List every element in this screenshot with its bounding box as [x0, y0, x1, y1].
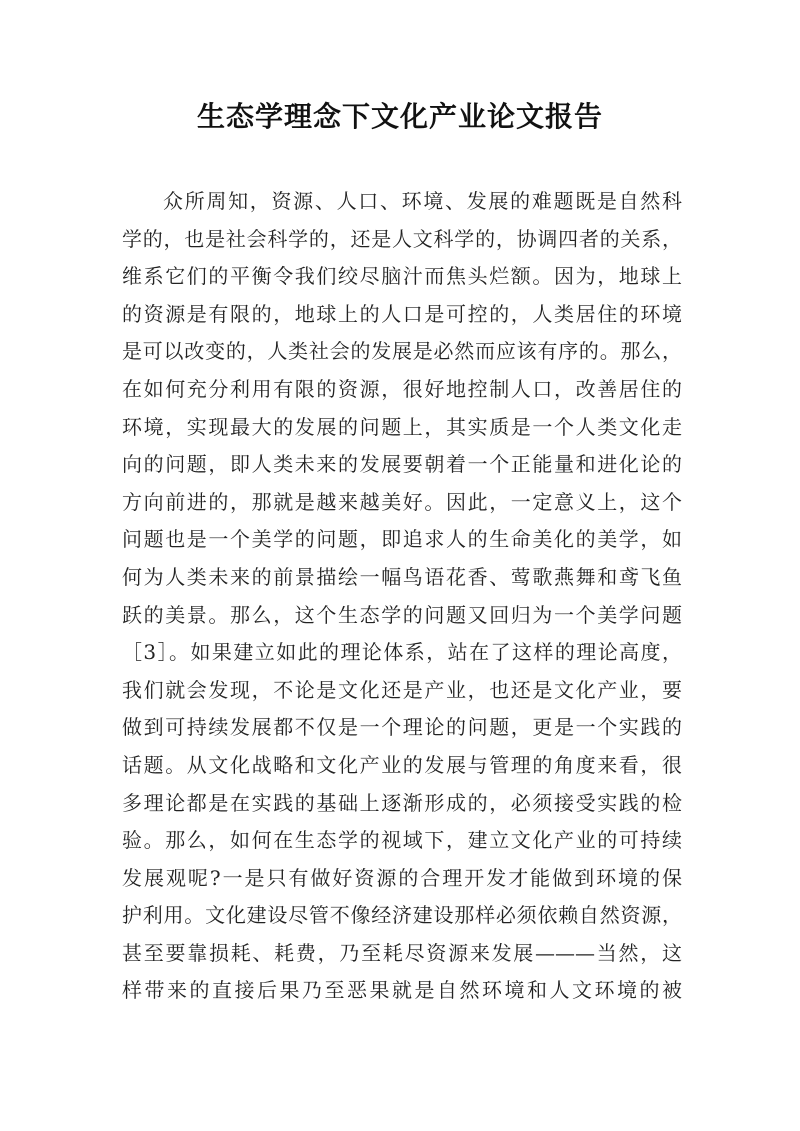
paragraph-line: 环境，实现最大的发展的问题上，其实质是一个人类文化走	[122, 414, 682, 439]
paragraph-line: 何为人类未来的前景描绘一幅鸟语花香、莺歌燕舞和鸢飞鱼	[122, 564, 682, 589]
paragraph-line: 验。那么，如何在生态学的视域下，建立文化产业的可持续	[122, 828, 682, 853]
paragraph-line: 的资源是有限的，地球上的人口是可控的，人类居住的环境	[122, 301, 682, 326]
paragraph-line: 护利用。文化建设尽管不像经济建设那样必须依赖自然资源，	[122, 903, 682, 928]
paragraph-line: 样带来的直接后果乃至恶果就是自然环境和人文环境的被	[122, 978, 682, 1003]
paragraph-line: 多理论都是在实践的基础上逐渐形成的，必须接受实践的检	[122, 790, 682, 815]
paragraph-line: 方向前进的，那就是越来越美好。因此，一定意义上，这个	[122, 489, 682, 514]
document-title: 生态学理念下文化产业论文报告	[196, 100, 603, 133]
paragraph-line: 众所周知，资源、人口、环境、发展的难题既是自然科	[163, 189, 682, 213]
paragraph-line: 向的问题，即人类未来的发展要朝着一个正能量和进化论的	[122, 452, 682, 477]
paragraph-line: 维系它们的平衡令我们绞尽脑汁而焦头烂额。因为，地球上	[122, 264, 682, 289]
paragraph-line: 话题。从文化战略和文化产业的发展与管理的角度来看，很	[122, 752, 682, 777]
paragraph-line: 问题也是一个美学的问题，即追求人的生命美化的美学，如	[122, 527, 682, 552]
paragraph-line: 跃的美景。那么，这个生态学的问题又回归为一个美学问题	[122, 602, 682, 627]
paragraph-line: 发展观呢?一是只有做好资源的合理开发才能做到环境的保	[122, 865, 682, 890]
paragraph-line: 甚至要靠损耗、耗费，乃至耗尽资源来发展———当然，这	[122, 940, 682, 965]
paragraph-line: 学的，也是社会科学的，还是人文科学的，协调四者的关系，	[122, 226, 682, 251]
paragraph-line: ［3］。如果建立如此的理论体系，站在了这样的理论高度，	[122, 640, 682, 665]
paragraph-line: 是可以改变的，人类社会的发展是必然而应该有序的。那么，	[122, 339, 682, 364]
paragraph-line: 我们就会发现，不论是文化还是产业，也还是文化产业，要	[122, 677, 682, 702]
paragraph-line: 在如何充分利用有限的资源，很好地控制人口，改善居住的	[122, 376, 682, 401]
paragraph-line: 做到可持续发展都不仅是一个理论的问题，更是一个实践的	[122, 715, 682, 740]
document-body	[122, 183, 682, 1010]
